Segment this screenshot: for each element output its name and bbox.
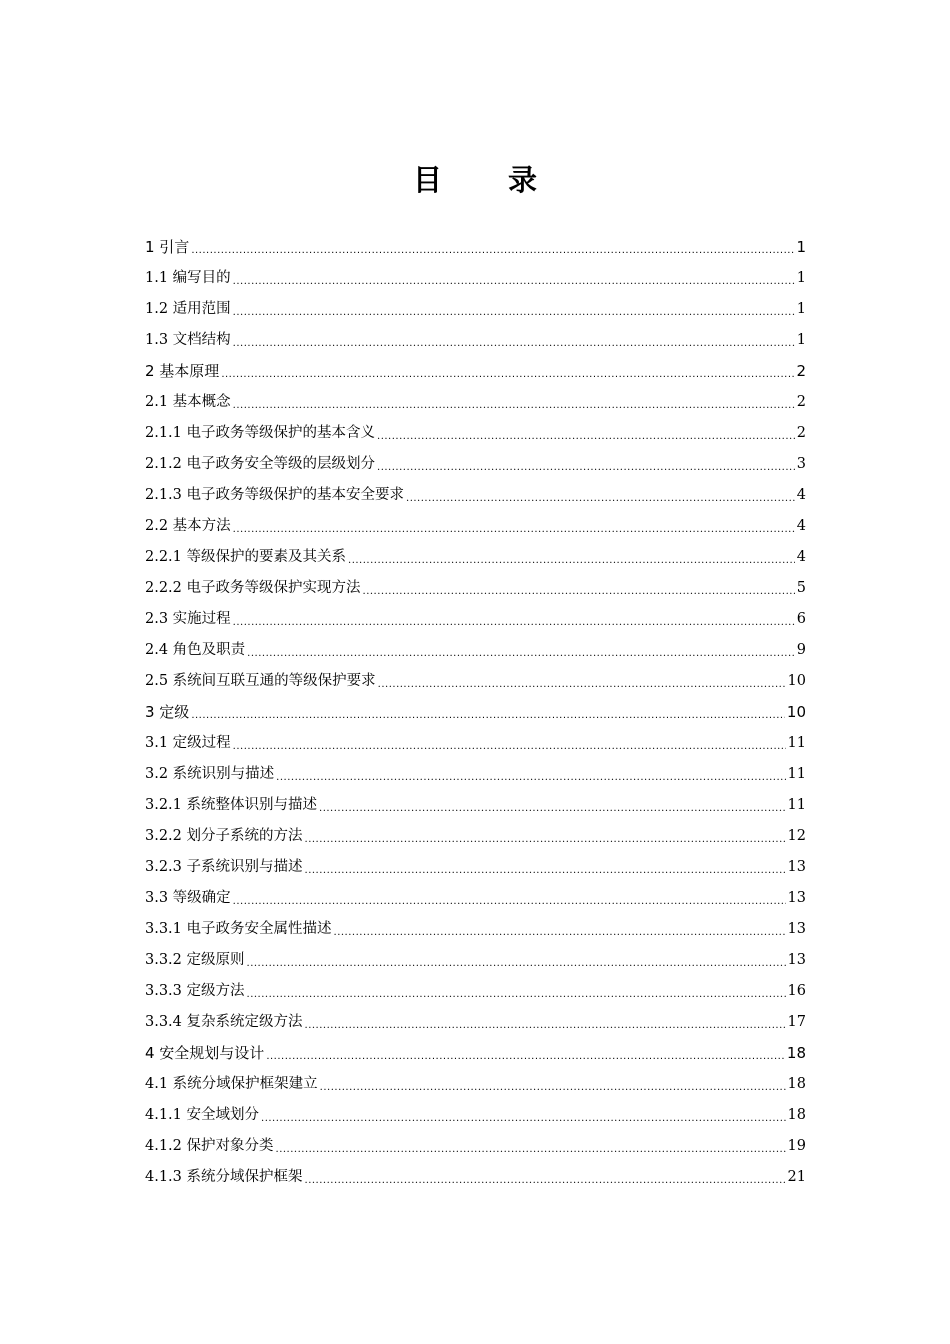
toc-entry[interactable]	[145, 728, 806, 759]
toc-dot-leader	[319, 792, 786, 824]
toc-dot-leader	[261, 1102, 786, 1134]
toc-entry-label: 3.3.3 定级方法	[145, 983, 245, 999]
toc-entry[interactable]	[145, 1069, 806, 1100]
toc-dot-leader	[276, 1133, 786, 1165]
toc-entry[interactable]	[145, 914, 806, 945]
toc-dot-leader	[266, 1039, 785, 1072]
toc-entry-label: 4 安全规划与设计	[145, 1044, 265, 1062]
toc-entry-page-number: 11	[787, 766, 806, 782]
toc-entry-label: 2.2.2 电子政务等级保护实现方法	[145, 580, 361, 596]
toc-entry-label: 1.1 编写目的	[145, 270, 231, 286]
toc-entry-page-number: 11	[787, 735, 806, 751]
toc-dot-leader	[221, 357, 794, 390]
toc-entry-page-number: 18	[786, 1044, 806, 1062]
toc-entry[interactable]	[145, 945, 806, 976]
toc-entry-page-number: 4	[796, 549, 806, 565]
toc-dot-leader	[276, 761, 785, 793]
toc-entry-label: 4.1.1 安全域划分	[145, 1107, 260, 1123]
toc-entry-label: 2.1 基本概念	[145, 394, 231, 410]
page-title: 目 录	[412, 163, 566, 197]
toc-dot-leader	[247, 637, 795, 669]
toc-entry[interactable]	[145, 1162, 806, 1193]
toc-entry-label: 4.1.3 系统分域保护框架	[145, 1169, 303, 1185]
toc-entry-label: 2.1.3 电子政务等级保护的基本安全要求	[145, 487, 405, 503]
toc-dot-leader	[305, 823, 786, 855]
table-of-contents	[145, 232, 806, 1193]
toc-entry-page-number: 21	[787, 1169, 806, 1185]
toc-dot-leader	[377, 451, 795, 483]
toc-entry-page-number: 13	[787, 890, 806, 906]
toc-entry-page-number: 1	[796, 332, 806, 348]
toc-entry-label: 3.2.2 划分子系统的方法	[145, 828, 303, 844]
toc-dot-leader	[305, 1009, 786, 1041]
toc-entry-label: 2.5 系统间互联互通的等级保护要求	[145, 673, 376, 689]
toc-entry-page-number: 12	[787, 828, 806, 844]
toc-dot-leader	[233, 265, 795, 297]
toc-entry-label: 2 基本原理	[145, 362, 220, 380]
toc-entry-label: 3.2.1 系统整体识别与描述	[145, 797, 318, 813]
toc-entry-page-number: 2	[796, 362, 806, 380]
toc-entry-page-number: 18	[787, 1076, 806, 1092]
toc-entry-page-number: 1	[796, 270, 806, 286]
toc-entry[interactable]	[145, 480, 806, 511]
toc-dot-leader	[320, 1071, 786, 1103]
toc-entry-page-number: 1	[796, 301, 806, 317]
toc-entry[interactable]	[145, 604, 806, 635]
toc-entry[interactable]	[145, 1131, 806, 1162]
toc-entry-page-number: 10	[787, 673, 806, 689]
toc-entry-page-number: 2	[796, 394, 806, 410]
toc-entry-label: 3.3.4 复杂系统定级方法	[145, 1014, 303, 1030]
toc-entry[interactable]	[145, 418, 806, 449]
toc-entry[interactable]	[145, 852, 806, 883]
toc-dot-leader	[334, 916, 786, 948]
toc-dot-leader	[233, 296, 795, 328]
toc-entry[interactable]	[145, 635, 806, 666]
toc-dot-leader	[233, 606, 795, 638]
toc-dot-leader	[247, 978, 786, 1010]
toc-entry-label: 2.1.2 电子政务安全等级的层级划分	[145, 456, 376, 472]
toc-entry[interactable]	[145, 790, 806, 821]
toc-entry-page-number: 1	[796, 238, 806, 256]
toc-entry-label: 3.3.2 定级原则	[145, 952, 245, 968]
toc-entry-page-number: 18	[787, 1107, 806, 1123]
toc-entry[interactable]	[145, 449, 806, 480]
toc-entry-page-number: 17	[787, 1014, 806, 1030]
toc-entry-page-number: 4	[796, 518, 806, 534]
toc-entry-label: 3.2.3 子系统识别与描述	[145, 859, 303, 875]
toc-entry-label: 2.4 角色及职责	[145, 642, 246, 658]
toc-dot-leader	[406, 482, 795, 514]
toc-entry-label: 2.3 实施过程	[145, 611, 231, 627]
toc-entry-page-number: 13	[787, 859, 806, 875]
toc-entry-label: 3 定级	[145, 703, 190, 721]
toc-entry-page-number: 9	[796, 642, 806, 658]
toc-dot-leader	[191, 233, 794, 266]
toc-dot-leader	[247, 947, 786, 979]
toc-entry-label: 4.1 系统分域保护框架建立	[145, 1076, 318, 1092]
toc-entry-label: 3.3.1 电子政务安全属性描述	[145, 921, 332, 937]
toc-dot-leader	[305, 1164, 786, 1196]
toc-dot-leader	[233, 730, 786, 762]
toc-entry-label: 1.2 适用范围	[145, 301, 231, 317]
toc-entry-page-number: 16	[787, 983, 806, 999]
toc-entry[interactable]	[145, 325, 806, 356]
toc-entry-page-number: 3	[796, 456, 806, 472]
toc-entry[interactable]	[145, 511, 806, 542]
toc-entry[interactable]	[145, 232, 806, 263]
toc-entry-page-number: 11	[787, 797, 806, 813]
toc-entry[interactable]	[145, 697, 806, 728]
toc-entry[interactable]	[145, 883, 806, 914]
toc-entry[interactable]	[145, 1038, 806, 1069]
toc-dot-leader	[233, 327, 795, 359]
toc-entry[interactable]	[145, 263, 806, 294]
toc-entry[interactable]	[145, 573, 806, 604]
toc-entry-page-number: 6	[796, 611, 806, 627]
toc-entry-label: 3.3 等级确定	[145, 890, 231, 906]
toc-entry[interactable]	[145, 666, 806, 697]
toc-entry-label: 2.2 基本方法	[145, 518, 231, 534]
toc-entry-label: 3.1 定级过程	[145, 735, 231, 751]
toc-entry[interactable]	[145, 821, 806, 852]
toc-entry-page-number: 13	[787, 921, 806, 937]
toc-entry[interactable]	[145, 294, 806, 325]
toc-entry[interactable]	[145, 759, 806, 790]
toc-dot-leader	[378, 668, 786, 700]
toc-dot-leader	[191, 698, 785, 731]
toc-entry[interactable]	[145, 542, 806, 573]
toc-dot-leader	[233, 885, 786, 917]
toc-entry-label: 4.1.2 保护对象分类	[145, 1138, 274, 1154]
toc-entry-page-number: 5	[796, 580, 806, 596]
toc-entry-page-number: 4	[796, 487, 806, 503]
toc-entry[interactable]	[145, 356, 806, 387]
toc-entry-label: 3.2 系统识别与描述	[145, 766, 275, 782]
toc-entry-page-number: 10	[786, 703, 806, 721]
toc-dot-leader	[233, 513, 795, 545]
toc-dot-leader	[363, 575, 795, 607]
toc-dot-leader	[305, 854, 786, 886]
toc-entry-page-number: 19	[787, 1138, 806, 1154]
toc-entry-label: 2.1.1 电子政务等级保护的基本含义	[145, 425, 376, 441]
toc-dot-leader	[233, 389, 795, 421]
toc-entry[interactable]	[145, 387, 806, 418]
toc-entry[interactable]	[145, 976, 806, 1007]
toc-entry-page-number: 13	[787, 952, 806, 968]
toc-entry-label: 1 引言	[145, 238, 190, 256]
toc-entry[interactable]	[145, 1100, 806, 1131]
toc-entry-page-number: 2	[796, 425, 806, 441]
toc-dot-leader	[348, 544, 795, 576]
toc-dot-leader	[377, 420, 795, 452]
toc-entry[interactable]	[145, 1007, 806, 1038]
toc-entry-label: 1.3 文档结构	[145, 332, 231, 348]
toc-entry-label: 2.2.1 等级保护的要素及其关系	[145, 549, 347, 565]
